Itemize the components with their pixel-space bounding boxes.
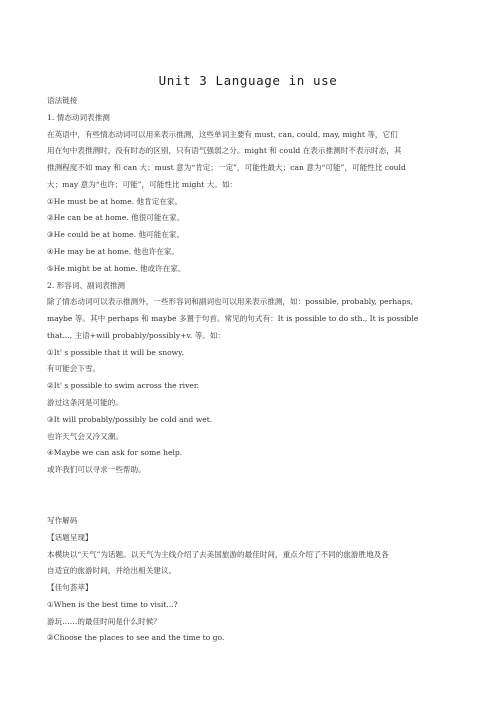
translation-line: 游过这条河是可能的。 bbox=[47, 398, 123, 407]
paragraph-line: maybe 等。其中 perhaps 和 maybe 多置于句首。常见的句式有：It is possible to do sth., It is possible bbox=[47, 314, 419, 323]
example-line: ②He can be at home. 他很可能在家。 bbox=[47, 213, 185, 222]
paragraph-line: 本模块以“天气”为话题。以天气为主线介绍了去美国旅游的最佳时间，重点介绍了不同的旅游胜地及各 bbox=[47, 550, 389, 559]
section-header-writing: 写作解码 bbox=[47, 516, 78, 525]
translation-line: 游玩……的最佳时间是什么时候？ bbox=[47, 617, 161, 626]
example-line: ②Choose the places to see and the time to go. bbox=[47, 633, 225, 642]
paragraph-line: 推测程度不如 may 和 can 大；must 意为“肯定；一定”，可能性最大；can 意为“可能”，可能性比 could bbox=[47, 163, 406, 172]
subheading-adjectives: 2. 形容词、副词表推测 bbox=[47, 281, 126, 290]
example-line: ⑤He might be at home. 他或许在家。 bbox=[47, 264, 186, 273]
example-line: ③He could be at home. 他可能在家。 bbox=[47, 230, 185, 239]
page-title: Unit 3 Language in use bbox=[158, 73, 338, 88]
example-line: ①He must be at home. 他肯定在家。 bbox=[47, 197, 183, 206]
paragraph-line: 自适宜的旅游时间，并给出相关建议。 bbox=[47, 566, 177, 575]
example-line: ④He may be at home. 他也许在家。 bbox=[47, 247, 180, 256]
example-line: ④Maybe we can ask for some help. bbox=[47, 448, 183, 457]
example-line: ②It' s possible to swim across the river. bbox=[47, 381, 200, 390]
paragraph-line: that..., 主语+will probably/possibly+v. 等。如： bbox=[47, 331, 226, 340]
paragraph-line: 除了情态动词可以表示推测外，一些形容词和副词也可以用来表示推测，如：possible, probably, perhaps, bbox=[47, 297, 413, 306]
translation-line: 也许天气会又冷又潮。 bbox=[47, 432, 123, 441]
example-line: ③It will probably/possibly be cold and wet. bbox=[47, 415, 213, 424]
example-line: ①When is the best time to visit...? bbox=[47, 600, 178, 609]
example-line: ①It' s possible that it will be snowy. bbox=[47, 348, 184, 357]
paragraph-line: 在英语中，有些情态动词可以用来表示推测，这些单词主要有 must, can, could, may, might 等，它们 bbox=[47, 130, 398, 139]
translation-line: 或许我们可以寻求一些帮助。 bbox=[47, 465, 146, 474]
subheading-good-sentences: 【佳句荟萃】 bbox=[47, 583, 93, 592]
paragraph-line: 大；may 意为“也许；可能”，可能性比 might 大。如： bbox=[47, 180, 238, 189]
subheading-modal-verbs: 1. 情态动词表推测 bbox=[47, 113, 110, 122]
translation-line: 有可能会下雪。 bbox=[47, 364, 101, 373]
paragraph-line: 用在句中表推测时，没有时态的区别，只有语气强弱之分。might 和 could 在表示推测时不表示时态，其 bbox=[47, 146, 402, 155]
section-header-grammar: 语法链接 bbox=[47, 96, 78, 105]
subheading-topic: 【话题呈现】 bbox=[47, 533, 93, 542]
